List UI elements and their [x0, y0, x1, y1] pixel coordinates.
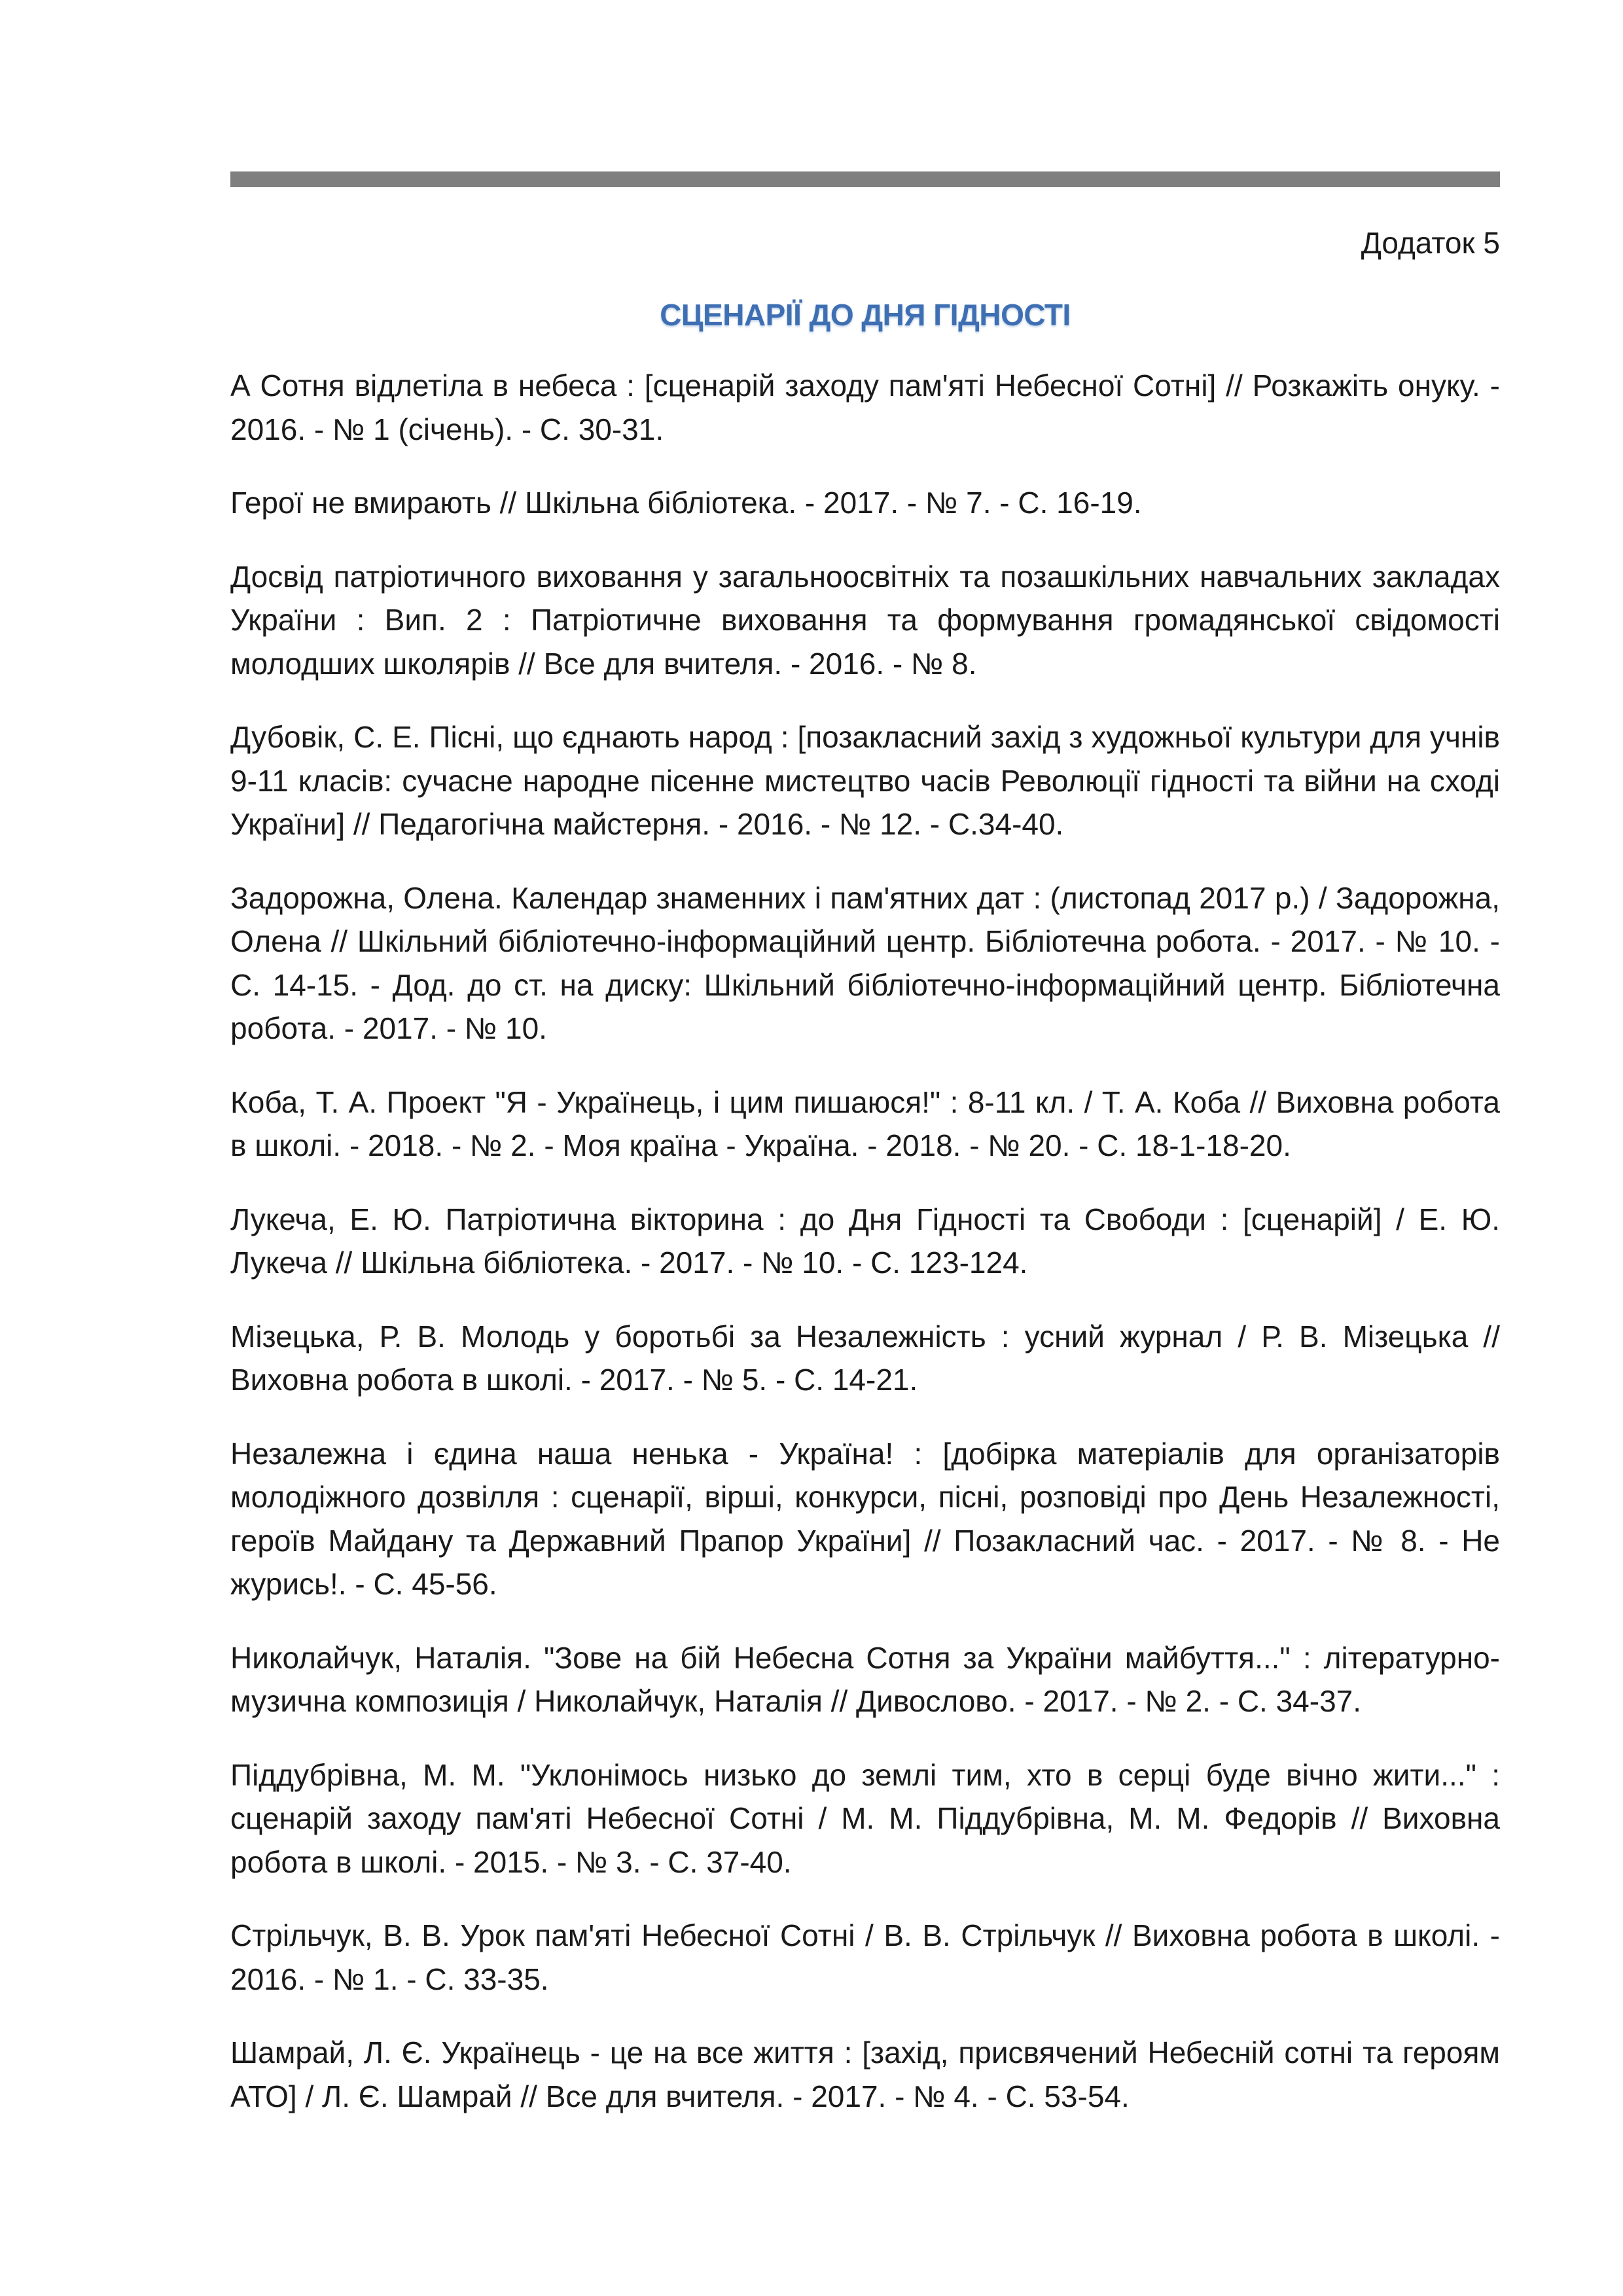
- bibliography-entry: Герої не вмирають // Шкільна бібліотека. - 2017. - № 7. - С. 16-19.: [230, 486, 1142, 520]
- bibliography-entry: Лукеча, Е. Ю. Патріотична вікторина : до Дня Гідності та Свободи : [сценарій] / Е. Ю. Лукеча // Шкільна бібліотека. - 2017. - № 10. - С. 123-124.: [230, 1202, 1500, 1280]
- appendix-label: Додаток 5: [1361, 226, 1500, 260]
- bibliography-entry: А Сотня відлетіла в небеса : [сценарій заходу пам'яті Небесної Сотні] // Розкажіть онуку. - 2016. - № 1 (січень). - С. 30-31.: [230, 368, 1500, 446]
- bibliography-entry: Піддубрівна, М. М. "Уклонімось низько до землі тим, хто в серці буде вічно жити..." : сценарій заходу пам'яті Небесної Сотні / М. М. Піддубрівна, М. М. Федорів // Виховна робота в школі. - 2015. - № 3. - С. 37-40.: [230, 1757, 1500, 1879]
- bibliography-entry: Стрільчук, В. В. Урок пам'яті Небесної Сотні / В. В. Стрільчук // Виховна робота в школі. - 2016. - № 1. - С. 33-35.: [230, 1918, 1500, 1996]
- header-rule: [230, 171, 1500, 187]
- bibliography-entry: Незалежна і єдина наша ненька - Україна! : [добірка матеріалів для організаторів молодіжного дозвілля : сценарії, вірші, конкурси, пісні, розповіді про День Незалежності, героїв Майдану та Державний Прапор України] // Позакласний час. - 2017. - № 8. - Не журись!. - С. 45-56.: [230, 1436, 1500, 1601]
- bibliography-list: [230, 364, 1500, 2148]
- bibliography-entry: Задорожна, Олена. Календар знаменних і пам'ятних дат : (листопад 2017 р.) / Задорожна, Олена // Шкільний бібліотечно-інформаційний центр. Бібліотечна робота. - 2017. - № 10. - С. 14-15. - Дод. до ст. на диску: Шкільний бібліотечно-інформаційний центр. Бібліотечна робота. - 2017. - № 10.: [230, 880, 1500, 1045]
- bibliography-entry: Мізецька, Р. В. Молодь у боротьбі за Незалежність : усний журнал / Р. В. Мізецька // Виховна робота в школі. - 2017. - № 5. - С. 14-21.: [230, 1319, 1500, 1397]
- page-title: СЦЕНАРІЇ ДО ДНЯ ГІДНОСТІ: [660, 298, 1071, 332]
- bibliography-entry: Коба, Т. А. Проект "Я - Українець, і цим пишаюся!" : 8-11 кл. / Т. А. Коба // Виховна робота в школі. - 2018. - № 2. - Моя країна - Україна. - 2018. - № 20. - С. 18-1-18-20.: [230, 1085, 1500, 1162]
- bibliography-entry: Дубовік, С. Е. Пісні, що єднають народ : [позакласний захід з художньої культури для учнів 9-11 класів: сучасне народне пісенне мистецтво часів Революції гідності та війни на сході України] // Педагогічна майстерня. - 2016. - № 12. - С.34-40.: [230, 720, 1500, 841]
- bibliography-entry: Шамрай, Л. Є. Українець - це на все життя : [захід, присвячений Небесній сотні та героям АТО] / Л. Є. Шамрай // Все для вчителя. - 2017. - № 4. - С. 53-54.: [230, 2036, 1500, 2113]
- bibliography-entry: Досвід патріотичного виховання у загальноосвітніх та позашкільних навчальних закладах України : Вип. 2 : Патріотичне виховання та формування громадянської свідомості молодших школярів // Все для вчителя. - 2016. - № 8.: [230, 559, 1500, 681]
- bibliography-entry: Николайчук, Наталія. "Зове на бій Небесна Сотня за України майбуття..." : літературно-музична композиція / Николайчук, Наталія // Дивослово. - 2017. - № 2. - С. 34-37.: [230, 1640, 1500, 1718]
